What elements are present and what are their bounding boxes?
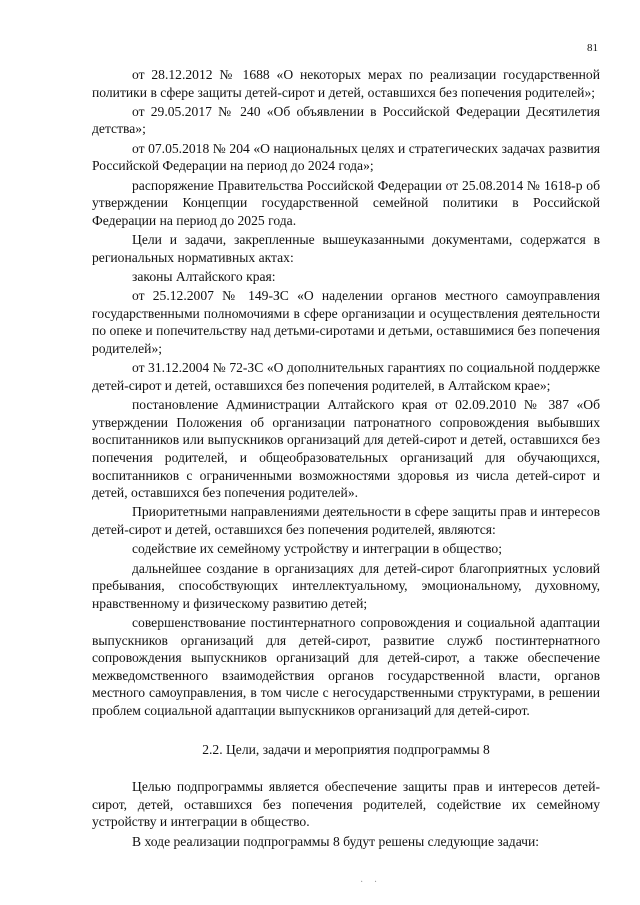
paragraph: от 28.12.2012 № 1688 «О некоторых мерах по реализации государственной политики в сфере защиты детей-сирот и детей, оставшихся без попечения родителей»; (92, 67, 600, 100)
paragraph: от 07.05.2018 № 204 «О национальных целях и стратегических задачах развития Российской Федерации на период до 2024 года»; (92, 140, 600, 174)
paragraph: распоряжение Правительства Российской Федерации от 25.08.2014 № 1618-р об утверждении Концепции государственной семейной политики в Российской Федерации на период до 2025 года. (92, 177, 600, 228)
page-number: 81 (587, 42, 598, 54)
paragraph: содействие их семейному устройству и интеграции в общество; (132, 541, 502, 557)
paragraph: от 31.12.2004 № 72-ЗС «О дополнительных гарантиях по социальной поддержке детей-сирот и детей, оставшихся без попечения родителей, в Алтайском крае»; (92, 360, 600, 393)
section-heading: 2.2. Цели, задачи и мероприятия подпрограммы 8 (202, 741, 490, 757)
scan-speckle: · · (360, 877, 382, 888)
paragraph: Цели и задачи, закрепленные вышеуказанными документами, содержатся в региональных нормативных актах: (92, 232, 600, 265)
paragraph: от 29.05.2017 № 240 «Об объявлении в Российской Федерации Десятилетия детства»; (92, 103, 600, 137)
paragraph: постановление Администрации Алтайского края от 02.09.2010 № 387 «Об утверждении Положения об организации патронатного сопровождения выбывших воспитанников или выпускников организаций для детей-сирот и детей, оставшихся без попечения родителей, и общеобразовательных организаций для обучающихся, воспитанников с ограниченными возможностями здоровья из числа детей-сирот и детей, оставшихся без попечения родителей». (92, 397, 600, 501)
paragraph: совершенствование постинтернатного сопровождения и социальной адаптации выпускников организаций для детей-сирот, развитие служб постинтернатного сопровождения выпускников организаций для детей-сирот, а также обеспечение межведомственного взаимодействия органов государственной власти, органов местного самоуправления, в том числе с негосударственными структурами, в решении проблем социальной адаптации выпускников организаций для детей-сирот. (92, 615, 600, 719)
paragraph: Приоритетными направлениями деятельности в сфере защиты прав и интересов детей-сирот и детей, оставшихся без попечения родителей, являются: (92, 504, 600, 538)
paragraph: Целью подпрограммы является обеспечение защиты прав и интересов детей-сирот, детей, оставшихся без попечения родителей, содействие их семейному устройству и интеграции в общество. (92, 779, 600, 830)
document-body (92, 66, 600, 852)
paragraph: В ходе реализации подпрограммы 8 будут решены следующие задачи: (132, 833, 540, 849)
paragraph: от 25.12.2007 № 149-ЗС «О наделении органов местного самоуправления государственными полномочиями в сфере организации и осуществления деятельности по опеке и попечительству над детьми-сиротами и детьми, оставшимися без попечения родителей»; (92, 288, 600, 357)
paragraph: дальнейшее создание в организациях для детей-сирот благоприятных условий пребывания, способствующих интеллектуальному, эмоциональному, духовному, нравственному и физическому развитию детей; (92, 560, 600, 611)
paragraph: законы Алтайского края: (132, 268, 276, 284)
